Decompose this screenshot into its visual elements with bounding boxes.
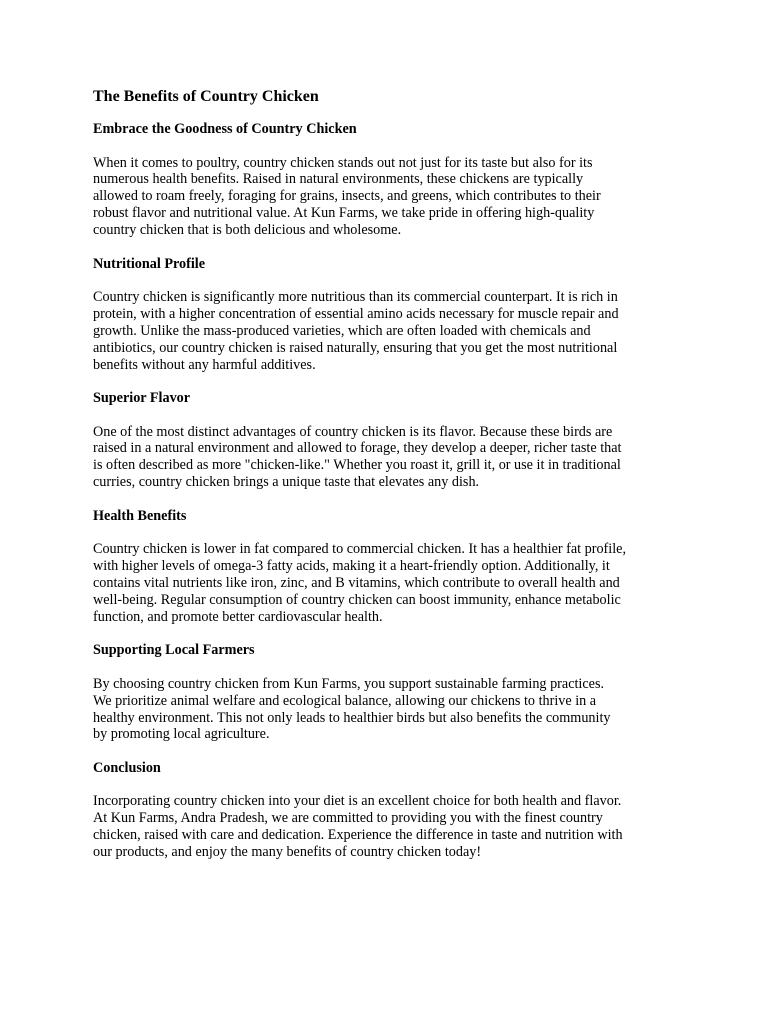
paragraph-line: well-being. Regular consumption of country chicken can boost immunity, enhance metabolic — [93, 591, 621, 608]
paragraph-line: healthy environment. This not only leads to healthier birds but also benefits the community — [93, 709, 611, 726]
paragraph-line: When it comes to poultry, country chicken stands out not just for its taste but also for its — [93, 154, 593, 171]
paragraph-health-benefits — [93, 541, 683, 626]
paragraph-line: by promoting local agriculture. — [93, 726, 270, 743]
paragraph-line: function, and promote better cardiovascular health. — [93, 608, 383, 625]
paragraph-line: curries, country chicken brings a unique taste that elevates any dish. — [93, 474, 480, 491]
section-heading-supporting-local-farmers: Supporting Local Farmers — [93, 642, 255, 659]
paragraph-nutritional-profile — [93, 289, 683, 374]
paragraph-line: country chicken that is both delicious and wholesome. — [93, 222, 402, 239]
paragraph-line: robust flavor and nutritional value. At Kun Farms, we take pride in offering high-quality — [93, 205, 595, 222]
paragraph-conclusion — [93, 793, 683, 861]
paragraph-line: growth. Unlike the mass-produced varieties, which are often loaded with chemicals and — [93, 322, 591, 339]
paragraph-line: numerous health benefits. Raised in natural environments, these chickens are typically — [93, 171, 584, 188]
paragraph-line: our products, and enjoy the many benefits of country chicken today! — [93, 844, 482, 861]
paragraph-superior-flavor — [93, 424, 683, 492]
paragraph-line: contains vital nutrients like iron, zinc, and B vitamins, which contribute to overall health and — [93, 575, 620, 591]
paragraph-line: One of the most distinct advantages of country chicken is its flavor. Because these birds are — [93, 423, 613, 440]
document-page — [93, 87, 683, 877]
paragraph-line: Incorporating country chicken into your diet is an excellent choice for both health and flavor. — [93, 793, 622, 810]
paragraph-embrace — [93, 155, 683, 240]
paragraph-line: Country chicken is significantly more nutritious than its commercial counterpart. It is rich in — [93, 289, 618, 306]
section-heading-conclusion: Conclusion — [93, 759, 161, 776]
paragraph-line: benefits without any harmful additives. — [93, 356, 316, 373]
paragraph-line: We prioritize animal welfare and ecological balance, allowing our chickens to thrive in a — [93, 692, 597, 709]
paragraph-line: raised in a natural environment and allowed to forage, they develop a deeper, richer taste that — [93, 440, 622, 457]
paragraph-supporting-local-farmers — [93, 676, 683, 744]
document-title: The Benefits of Country Chicken — [93, 88, 319, 105]
paragraph-line: protein, with a higher concentration of essential amino acids necessary for muscle repair and — [93, 305, 619, 322]
paragraph-line: Country chicken is lower in fat compared to commercial chicken. It has a healthier fat profile, — [93, 541, 627, 558]
paragraph-line: with higher levels of omega-3 fatty acids, making it a heart-friendly option. Additionally, it — [93, 558, 610, 575]
section-heading-health-benefits: Health Benefits — [93, 507, 187, 524]
paragraph-line: chicken, raised with care and dedication. Experience the difference in taste and nutrition with — [93, 827, 623, 844]
section-heading-superior-flavor: Superior Flavor — [93, 390, 191, 407]
paragraph-line: allowed to roam freely, foraging for grains, insects, and greens, which contributes to their — [93, 188, 601, 205]
paragraph-line: antibiotics, our country chicken is raised naturally, ensuring that you get the most nutritional — [93, 339, 618, 356]
paragraph-line: is often described as more "chicken-like." Whether you roast it, grill it, or use it in traditional — [93, 457, 621, 474]
paragraph-line: At Kun Farms, Andra Pradesh, we are committed to providing you with the finest country — [93, 810, 603, 827]
paragraph-line: By choosing country chicken from Kun Farms, you support sustainable farming practices. — [93, 675, 605, 692]
section-heading-nutritional-profile: Nutritional Profile — [93, 255, 206, 272]
section-heading-embrace: Embrace the Goodness of Country Chicken — [93, 121, 357, 137]
